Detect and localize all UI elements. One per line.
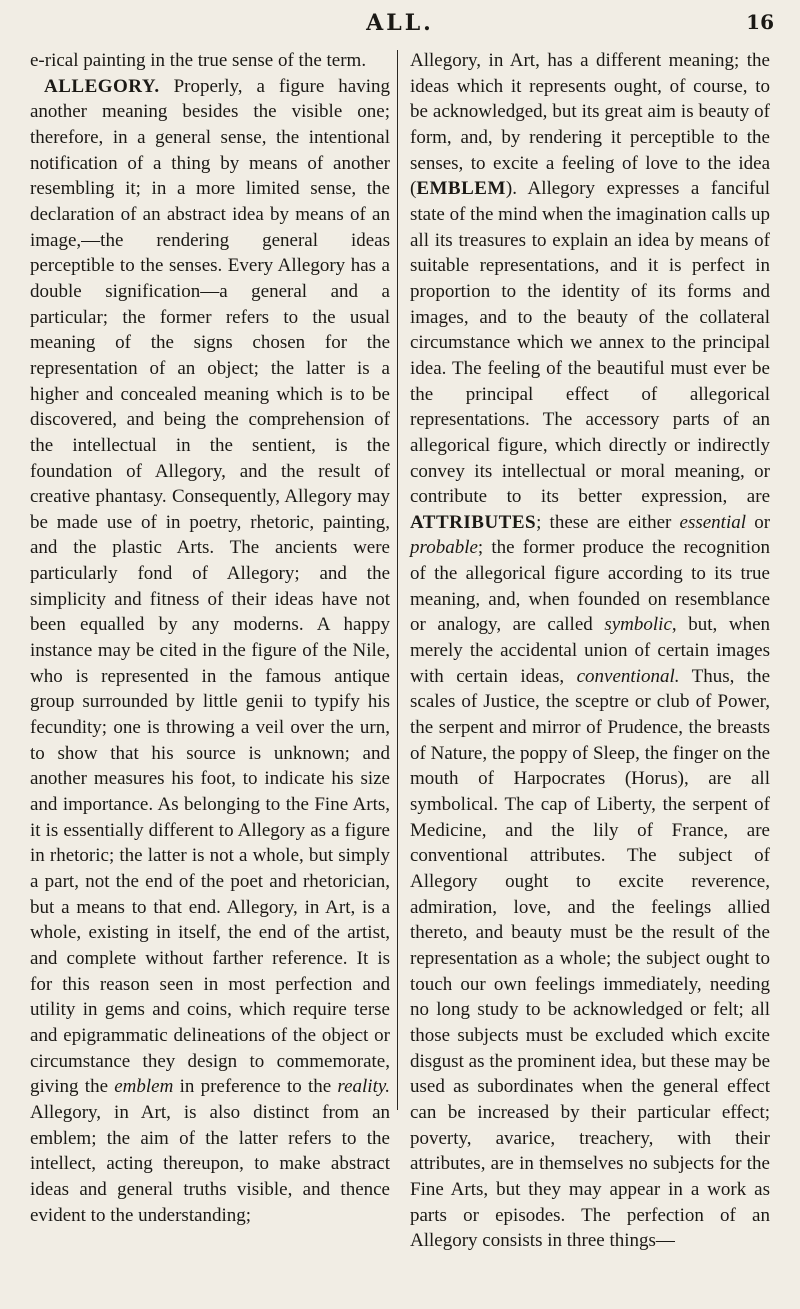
cross-reference: EMBLEM: [416, 178, 506, 200]
entry-text: ; these are either: [536, 511, 672, 533]
entry-text: Allegory, in Art, is also distinct from an emblem; the aim of the latter refers to the intellect, acting thereupon, to make abstract ideas and general truths visible, and thence evident to the understanding;: [30, 1101, 390, 1226]
italic-word: emblem: [114, 1076, 174, 1098]
entry-text: or: [754, 511, 771, 533]
paragraph-allegory-continued: [410, 48, 770, 1254]
entry-text: Thus, the scales of Justice, the sceptre or club of Power, the serpent and mirror of Prudence, the breasts of Nature, the poppy of Sleep, the finger on the mouth of Harpocrates (Horus), are all symbolical. The cap of Liberty, the serpent of Medicine, and the lily of France, are conventional attributes. The subject of Allegory ought to excite reverence, admiration, love, and the feelings allied thereto, and beauty must be the result of the representation as a whole; the subject ought to touch our own feelings immediately, needing no long study to be acknowledged or felt; all those subjects must be excluded which excite disgust as the prominent idea, but these may be used as subordinates when the general effect can be increased by their particular effect; poverty, avarice, treachery, with their attributes, are in themselves no subjects for the Fine Arts, but they may appear in a work as parts or episodes. The perfection of an Allegory consists in three things—: [410, 665, 770, 1252]
italic-word: essential: [679, 511, 747, 533]
cross-reference: ATTRIBUTES: [410, 511, 537, 533]
page-number: 16: [746, 10, 774, 34]
entry-text: Properly, a figure having another meaning besides the visible one; therefore, in a general sense, the intentional notification of a thing by means of another resembling it; in a more limited sense, the declaration of an abstract idea by means of an image,—the rendering general ideas perceptible to the senses. Every Allegory has a double signification—a general and a particular; the former refers to the usual meaning of the signs chosen for the representation of an object; the latter is a higher and concealed meaning which is to be discovered, and being the comprehension of the intellectual in the sentient, is the foundation of Allegory, and the result of creative phantasy. Consequently, Allegory may be made use of in poetry, rhetoric, painting, and the plastic Arts. The ancients were particularly fond of Allegory; and the simplicity and fitness of their ideas have not been equalled by any moderns. A happy instance may be cited in the figure of the Nile, who is represented in the famous antique group surrounded by little genii to typify his fecundity; one is throwing a veil over the urn, to show that his source is unknown; and another measures his foot, to indicate his size and importance. As belonging to the Fine Arts, it is essentially different to Allegory as a figure in rhetoric; the latter is not a whole, but simply a part, not the end of the poet and rhetorician, but a means to that end. Allegory, in Art, is a whole, existing in itself, the end of the artist, and complete without farther reference. It is for this reason seen in most perfection and utility in gems and coins, which require terse and epigrammatic delineations of the object or circumstance they design to commemorate, giving the: [30, 75, 391, 1098]
running-head: [0, 6, 800, 46]
italic-word: conventional.: [576, 665, 680, 687]
left-column: [30, 48, 390, 1228]
entry-term: ALLEGORY.: [44, 75, 160, 97]
entry-text: in preference to the: [179, 1076, 332, 1098]
italic-word: probable: [410, 537, 478, 559]
right-column: [410, 48, 770, 1254]
entry-text: , but, when merely the accidental union of certain images with certain ideas,: [410, 614, 770, 687]
italic-word: reality.: [337, 1076, 390, 1098]
paragraph-continuation: e-rical painting in the true sense of the term.: [30, 50, 367, 71]
entry-text: ). Allegory expresses a fanciful state of the mind when the imagination calls up all its treasures to explain an idea by means of suitable representations, and it is perfect in proportion to the identity of its forms and images, and to the beauty of the collateral circumstance which we annex to the principal idea. The feeling of the beautiful must ever be the principal effect of allegorical representations. The accessory parts of an allegorical figure, which directly or indirectly convey its intellectual or moral meaning, or contribute to its better expression, are: [410, 178, 770, 508]
entry-text: Allegory, in Art, has a different meaning; the ideas which it represents ought, of course, to be acknowledged, but its great aim is beauty of form, and, by rendering it perceptible to the senses, to excite a feeling of love to the idea (: [410, 50, 770, 200]
entry-text: ; the former produce the recognition of the allegorical figure according to its true meaning, and, when founded on resemblance or analogy, are called: [410, 537, 770, 636]
column-rule: [397, 50, 398, 1110]
running-title: ALL.: [366, 10, 434, 36]
italic-word: symbolic: [604, 614, 672, 636]
paragraph-allegory-entry: [30, 74, 390, 1229]
